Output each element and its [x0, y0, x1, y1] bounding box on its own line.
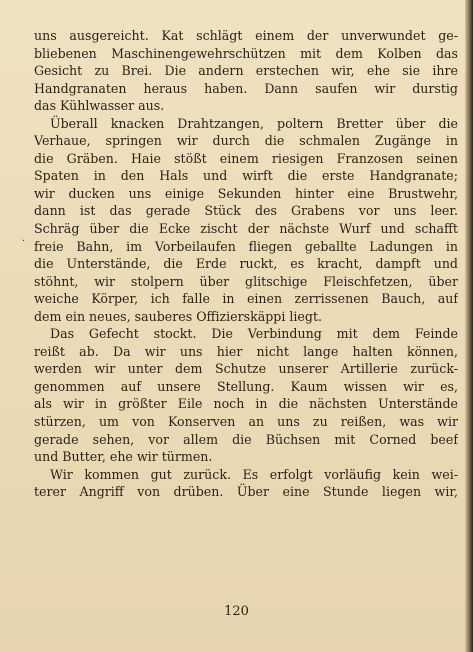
text-line: Handgranaten heraus haben. Dann saufen wir durstig — [34, 80, 458, 96]
margin-mark: · — [22, 236, 26, 247]
text-line: uns ausgereicht. Kat schlägt einem der unverwundet ge- — [34, 28, 458, 43]
text-line: und Butter, ehe wir türmen. — [34, 449, 213, 465]
text-line: Spaten in den Hals und wirft die erste Handgranate; — [34, 168, 458, 184]
text-line: Gesicht zu Brei. Die andern erstechen wir, ehe sie ihre — [34, 63, 458, 79]
body-text — [34, 27, 458, 501]
book-spine-shadow — [465, 0, 473, 652]
text-line: gerade sehen, vor allem die Büchsen mit Corned beef — [34, 431, 458, 447]
text-line: die Unterstände, die Erde ruckt, es kracht, dampft und — [34, 256, 458, 272]
text-line: stürzen, um von Konserven an uns zu reißen, was wir — [34, 414, 458, 430]
text-line: terer Angriff von drüben. Über eine Stunde liegen wir, — [34, 484, 458, 500]
text-line: das Kühlwasser aus. — [34, 98, 165, 114]
text-line: Überall knacken Drahtzangen, poltern Bretter über die — [50, 115, 458, 131]
text-line: dem ein neues, sauberes Offizierskäppi liegt. — [34, 308, 323, 324]
text-line: wir ducken uns einige Sekunden hinter eine Brustwehr, — [34, 185, 458, 201]
text-line: genommen auf unsere Stellung. Kaum wissen wir es, — [34, 378, 458, 394]
text-line: bliebenen Maschinengewehrschützen mit dem Kolben das — [34, 45, 458, 61]
text-line: Das Gefecht stockt. Die Verbindung mit dem Feinde — [50, 326, 458, 342]
text-line: die Gräben. Haie stößt einem riesigen Franzosen seinen — [34, 150, 458, 166]
text-line: werden wir unter dem Schutze unserer Artillerie zurück- — [34, 361, 458, 377]
text-line: Verhaue, springen wir durch die schmalen Zugänge in — [34, 133, 458, 149]
text-line: als wir in größter Eile noch in die nächsten Unterstände — [34, 396, 458, 412]
text-line: dann ist das gerade Stück des Grabens vor uns leer. — [34, 203, 458, 219]
text-line: Schräg über die Ecke zischt der nächste Wurf und schafft — [34, 221, 458, 237]
text-line: stöhnt, wir stolpern über glitschige Fleischfetzen, über — [34, 273, 458, 289]
page-number: 120 — [224, 604, 249, 619]
text-line: freie Bahn, im Vorbeilaufen fliegen geballte Ladungen in — [34, 238, 458, 254]
text-line: Wir kommen gut zurück. Es erfolgt vorläufig kein wei- — [50, 466, 458, 482]
text-line: reißt ab. Da wir uns hier nicht lange halten können, — [34, 343, 458, 359]
text-line: weiche Körper, ich falle in einen zerrissenen Bauch, auf — [34, 291, 458, 307]
